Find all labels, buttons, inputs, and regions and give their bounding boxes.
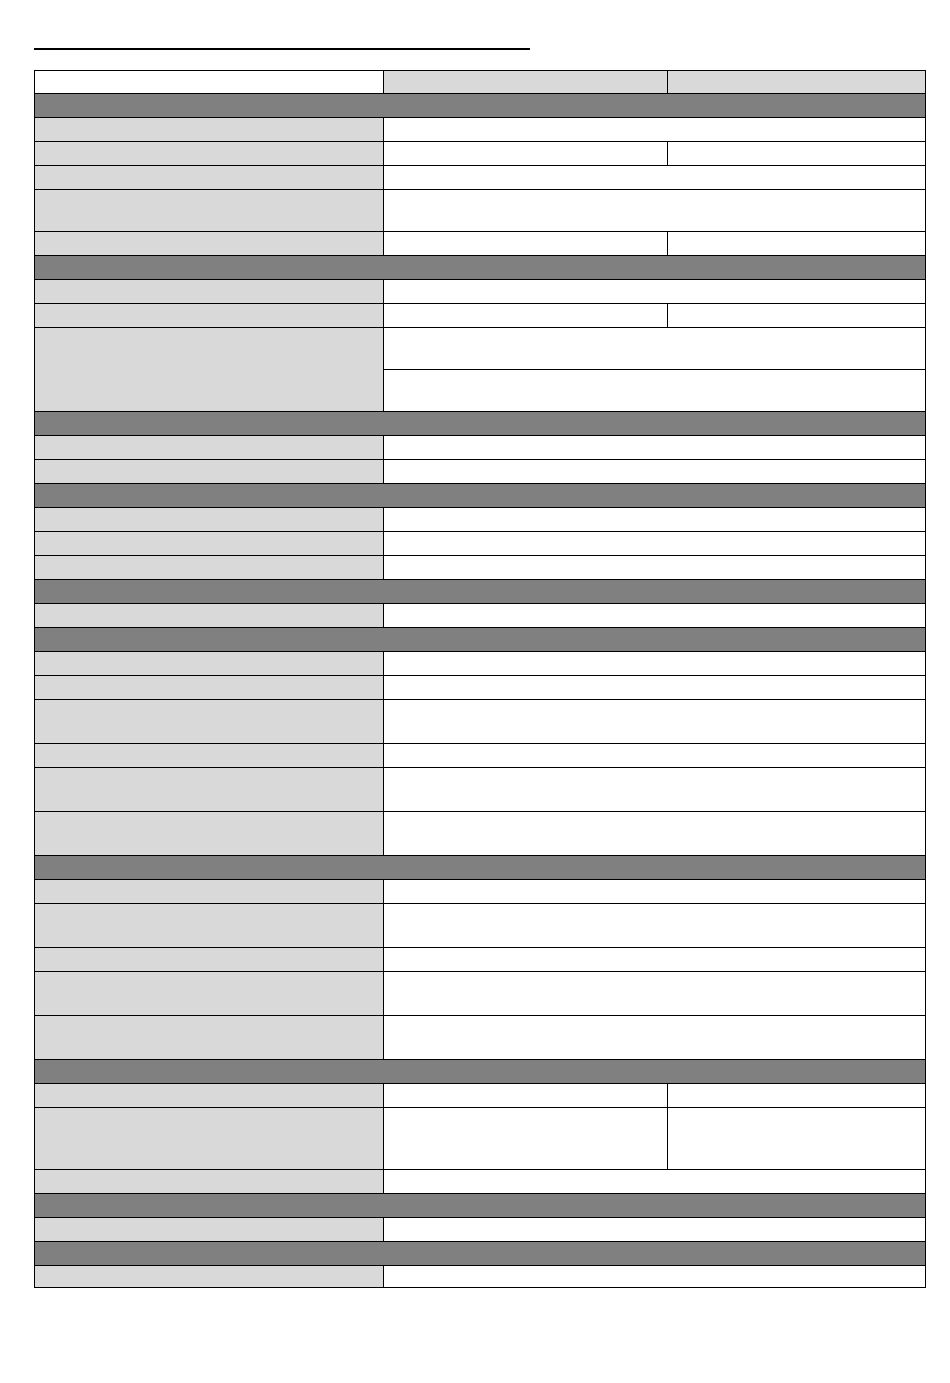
row-label	[35, 508, 384, 532]
row-label	[35, 328, 384, 412]
table-row	[35, 460, 926, 484]
row-value	[384, 700, 926, 744]
section-header	[35, 628, 926, 652]
row-label	[35, 460, 384, 484]
row-label	[35, 304, 384, 328]
row-value	[668, 232, 926, 256]
row-value	[384, 142, 668, 166]
row-label	[35, 972, 384, 1016]
column-header	[384, 71, 668, 94]
table-row	[35, 166, 926, 190]
row-label	[35, 1266, 384, 1288]
row-label	[35, 118, 384, 142]
row-value	[384, 904, 926, 948]
document-title-underline	[34, 48, 530, 50]
row-value	[384, 812, 926, 856]
section-header	[35, 256, 926, 280]
row-label	[35, 744, 384, 768]
row-value	[384, 880, 926, 904]
row-label	[35, 436, 384, 460]
row-value	[384, 1016, 926, 1060]
specification-table	[34, 70, 926, 1288]
table-row	[35, 700, 926, 744]
section-header	[35, 580, 926, 604]
row-value	[384, 190, 926, 232]
row-value	[384, 508, 926, 532]
row-value	[384, 304, 668, 328]
row-label	[35, 1218, 384, 1242]
section-header	[35, 94, 926, 118]
table-row	[35, 904, 926, 948]
row-label	[35, 232, 384, 256]
row-value	[384, 1218, 926, 1242]
table-row	[35, 118, 926, 142]
row-label	[35, 676, 384, 700]
row-value	[384, 1108, 668, 1170]
section-header	[35, 1060, 926, 1084]
row-value	[384, 1266, 926, 1288]
row-label	[35, 768, 384, 812]
row-value	[668, 1108, 926, 1170]
table-row	[35, 1084, 926, 1108]
table-row	[35, 768, 926, 812]
table-row	[35, 304, 926, 328]
row-label	[35, 1108, 384, 1170]
row-label	[35, 604, 384, 628]
section-header	[35, 1194, 926, 1218]
row-label	[35, 1084, 384, 1108]
section-header	[35, 856, 926, 880]
row-label	[35, 1170, 384, 1194]
row-value	[384, 166, 926, 190]
row-value	[384, 1170, 926, 1194]
row-value	[384, 532, 926, 556]
table-row	[35, 744, 926, 768]
section-header	[35, 484, 926, 508]
row-value	[668, 304, 926, 328]
row-value	[668, 1084, 926, 1108]
row-value	[384, 232, 668, 256]
row-value	[384, 676, 926, 700]
row-label	[35, 700, 384, 744]
table-header-row	[35, 71, 926, 94]
row-label	[35, 812, 384, 856]
row-label	[35, 880, 384, 904]
row-label	[35, 948, 384, 972]
table-row	[35, 436, 926, 460]
row-value	[384, 948, 926, 972]
table-row	[35, 532, 926, 556]
row-label	[35, 904, 384, 948]
table-row	[35, 812, 926, 856]
row-value	[384, 652, 926, 676]
row-value	[384, 436, 926, 460]
row-label	[35, 532, 384, 556]
row-label	[35, 556, 384, 580]
table-row	[35, 280, 926, 304]
row-label	[35, 166, 384, 190]
section-header	[35, 1242, 926, 1266]
table-row	[35, 1170, 926, 1194]
table-row	[35, 232, 926, 256]
table-row	[35, 1218, 926, 1242]
table-row	[35, 604, 926, 628]
row-value	[384, 460, 926, 484]
table-row	[35, 1266, 926, 1288]
table-row	[35, 948, 926, 972]
row-value	[384, 556, 926, 580]
row-value	[384, 370, 926, 412]
table-row	[35, 1016, 926, 1060]
row-value	[384, 328, 926, 370]
column-header	[668, 71, 926, 94]
row-label	[35, 1016, 384, 1060]
table-row	[35, 972, 926, 1016]
table-row	[35, 328, 926, 370]
row-label	[35, 190, 384, 232]
table-row	[35, 508, 926, 532]
table-row	[35, 556, 926, 580]
row-label	[35, 142, 384, 166]
table-row	[35, 652, 926, 676]
row-value	[668, 142, 926, 166]
row-value	[384, 768, 926, 812]
row-value	[384, 118, 926, 142]
row-value	[384, 1084, 668, 1108]
row-value	[384, 604, 926, 628]
row-label	[35, 280, 384, 304]
table-row	[35, 190, 926, 232]
row-value	[384, 280, 926, 304]
row-label	[35, 652, 384, 676]
row-value	[384, 972, 926, 1016]
section-header	[35, 412, 926, 436]
table-row	[35, 1108, 926, 1170]
row-value	[384, 744, 926, 768]
table-row	[35, 676, 926, 700]
table-row	[35, 142, 926, 166]
table-row	[35, 880, 926, 904]
column-header	[35, 71, 384, 94]
